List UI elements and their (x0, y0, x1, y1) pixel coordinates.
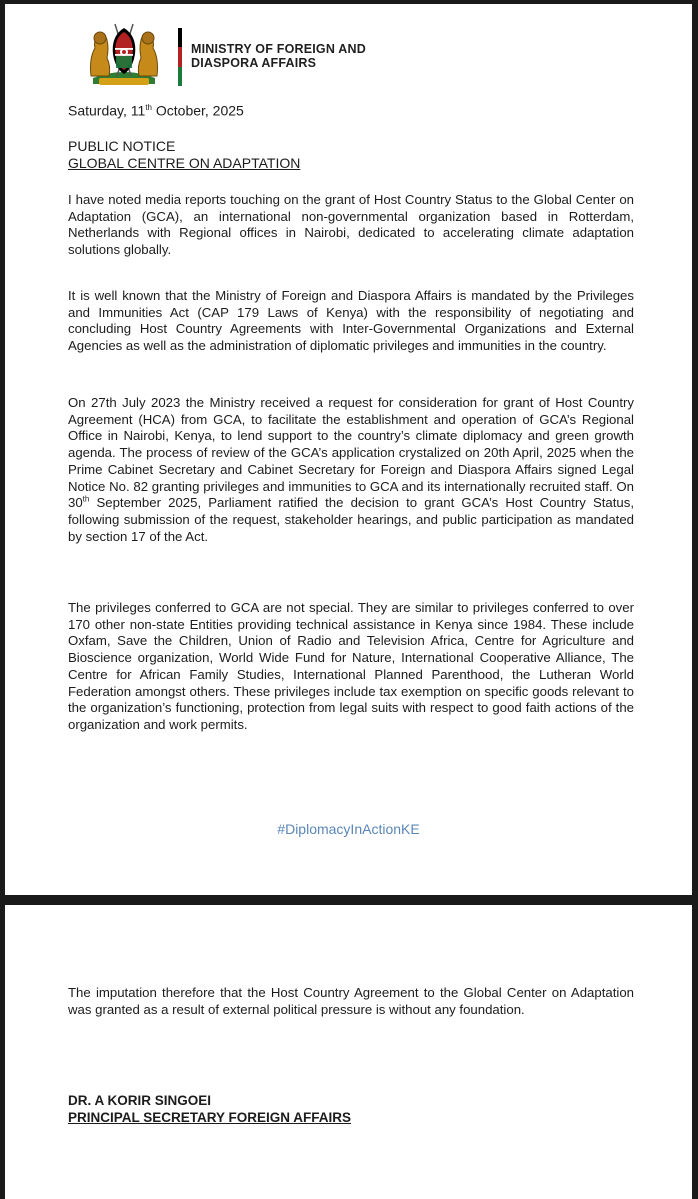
ministry-name (191, 42, 366, 70)
paragraph-1: I have noted media reports touching on the grant of Host Country Status to the Global Center on Adaptation (GCA), an international non-governmental organization based in Rotterdam, Netherlands with Regional offices in Nairobi, dedicated to accelerating climate adaptation solutions globally. (68, 192, 634, 258)
date-suffix: October, 2025 (151, 102, 244, 119)
paragraph-3-part-b: September 2025, Parliament ratified the decision to grant GCA’s Host Country Status, following submission of the request, stakeholder hearings, and public participation as mandated by section 17 of the Act. (68, 495, 634, 544)
notice-title: PUBLIC NOTICE (68, 138, 176, 154)
ministry-line-2: DIASPORA AFFAIRS (191, 56, 317, 70)
paragraph-3 (68, 395, 634, 545)
flag-stripe-black (178, 28, 182, 47)
paragraph-5: The imputation therefore that the Host Country Agreement to the Global Center on Adaptation was granted as a result of external political pressure is without any foundation. (68, 985, 634, 1017)
paragraph-3-sup: th (82, 494, 90, 504)
ministry-line-1: MINISTRY OF FOREIGN AND (191, 42, 366, 56)
notice-page-1 (5, 4, 692, 895)
date-prefix: Saturday, 11 (68, 102, 146, 119)
paragraph-2: It is well known that the Ministry of Foreign and Diaspora Affairs is mandated by the Privileges and Immunities Act (CAP 179 Laws of Kenya) with the responsibility of negotiating and concluding Host Country Agreements with Inter-Governmental Organizations and External Agencies as well as the administration of diplomatic privileges and immunities in the country. (68, 288, 634, 354)
signature-block (68, 1092, 351, 1126)
notice-heading (68, 138, 634, 172)
notice-date (68, 100, 634, 119)
paragraph-4: The privileges conferred to GCA are not special. They are similar to privileges conferred to over 170 other non-state Entities providing technical assistance in Kenya since 1984. These include Oxfam, Save the Children, Union of Radio and Television Africa, Centre for Agriculture and Bioscience organization, World Wide Fund for Nature, International Cooperative Alliance, The Centre for African Family Studies, International Planned Parenthood, the Lutheran World Federation amongst others. These privileges include tax exemption on specific goods relevant to the organization’s functioning, protection from legal suits with respect to good faith actions of the organization and work permits. (68, 600, 634, 732)
flag-stripe-red (178, 47, 182, 66)
paragraph-3-part-a: On 27th July 2023 the Ministry received a request for consideration for grant of Host Country Agreement (HCA) from GCA, to facilitate the establishment and operation of GCA’s Regional Office in Nairobi, Kenya, to lend support to the country’s climate diplomacy and green growth agenda. The process of review of the GCA’s application crystalized on 20th April, 2025 when the Prime Cabinet Secretary and Cabinet Secretary for Foreign and Diaspora Affairs signed Legal Notice No. 82 granting privileges and immunities to GCA and its internationally recruited staff. On 30 (68, 395, 634, 511)
signatory-name: DR. A KORIR SINGOEI (68, 1093, 212, 1108)
letterhead (85, 18, 645, 88)
kenya-flag-bar (178, 28, 182, 86)
kenya-coat-of-arms-icon (85, 18, 163, 88)
flag-stripe-green (178, 67, 182, 86)
hashtag-link[interactable]: #DiplomacyInActionKE (277, 821, 420, 837)
date-sup: th (145, 103, 152, 112)
signatory-title: PRINCIPAL SECRETARY FOREIGN AFFAIRS (68, 1110, 352, 1125)
notice-page-2 (5, 905, 692, 1199)
notice-subtitle: GLOBAL CENTRE ON ADAPTATION (68, 155, 301, 171)
